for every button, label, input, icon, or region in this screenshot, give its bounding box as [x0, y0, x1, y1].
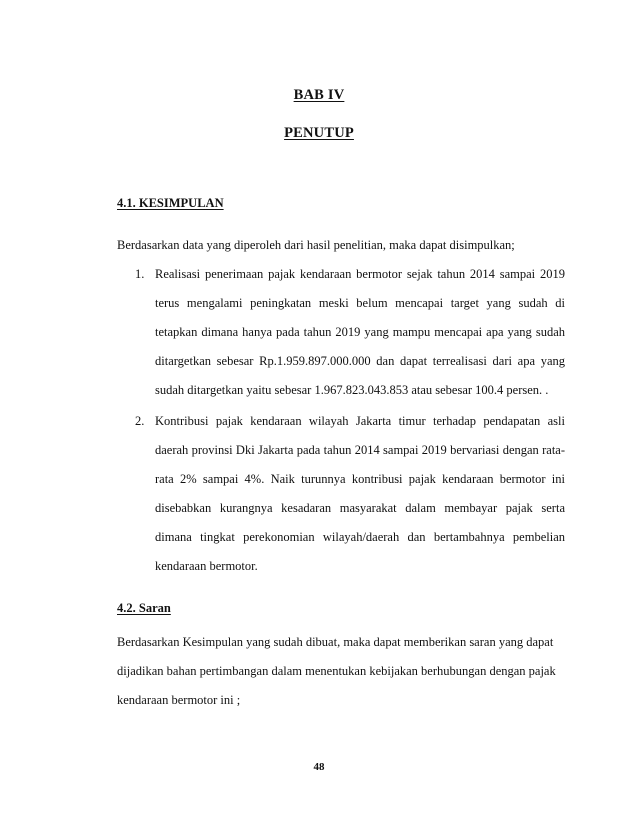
chapter-subtitle: PENUTUP: [284, 125, 354, 141]
list-item-number: 1.: [135, 267, 145, 281]
conclusion-list: [117, 260, 565, 583]
list-item-text: Realisasi penerimaan pajak kendaraan bermotor sejak tahun 2014 sampai 2019 terus mengalami peningkatan meski belum mencapai target yang sudah di tetapkan dimana hanya pada tahun 2019 yang mampu mencapai apa yang sudah ditargetkan sebesar Rp.1.959.897.000.000 dan dapat terrealisasi dari apa yang sudah ditargetkan yaitu sebesar 1.967.823.043.853 atau sebesar 100.4 persen. .: [155, 267, 565, 397]
list-item-number: 2.: [135, 414, 145, 428]
section-paragraph: Berdasarkan Kesimpulan yang sudah dibuat, maka dapat memberikan saran yang dapat dijadikan bahan pertimbangan dalam menentukan kebijakan berhubungan dengan pajak kendaraan bermotor ini ;: [117, 635, 556, 707]
chapter-title: BAB IV: [293, 87, 345, 103]
section-heading-saran: 4.2. Saran: [117, 601, 171, 615]
list-item: [117, 407, 565, 581]
section-intro: Berdasarkan data yang diperoleh dari hasil penelitian, maka dapat disimpulkan;: [117, 238, 515, 252]
list-item: [117, 260, 565, 405]
list-item-text: Kontribusi pajak kendaraan wilayah Jakarta timur terhadap pendapatan asli daerah provinsi Dki Jakarta pada tahun 2014 sampai 2019 bervariasi dengan rata-rata 2% sampai 4%. Naik turunnya kontribusi pajak kendaraan bermotor ini disebabkan kurangnya kesadaran masyarakat dalam membayar pajak serta dimana tingkat perekonomian wilayah/daerah dan bertambahnya pembelian kendaraan bermotor.: [155, 414, 565, 573]
section-heading-kesimpulan: 4.1. KESIMPULAN: [117, 196, 224, 210]
page-number: 48: [313, 761, 325, 773]
